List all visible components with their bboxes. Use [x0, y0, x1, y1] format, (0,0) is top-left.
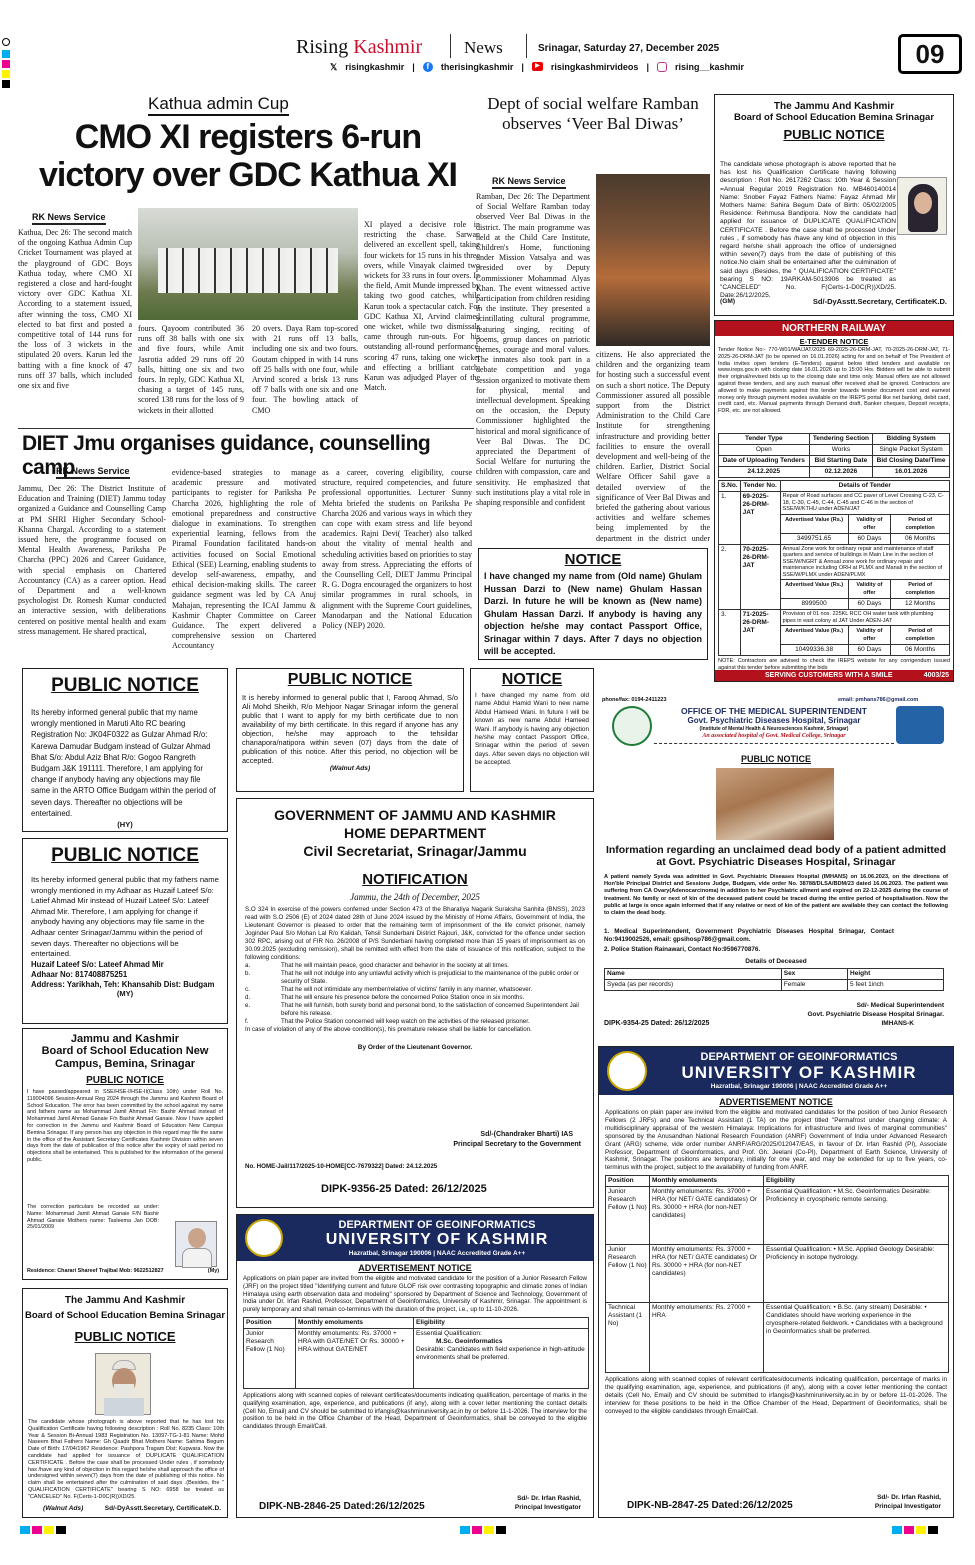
- td: 3499751.65: [780, 533, 848, 544]
- th: Validity of offer: [848, 514, 891, 533]
- brand-rising: Rising: [296, 36, 349, 58]
- notice-heading: NOTICE: [501, 671, 563, 688]
- pn-code: (Walnut Ads): [329, 765, 371, 772]
- railway-code: 4003/25: [923, 672, 949, 679]
- imhans-title3: (Institute of Mental Health & Neurosciences Kashmir, Srinagar): [699, 726, 849, 732]
- bose-new-campus-notice: [22, 1028, 228, 1280]
- bose-heading: PUBLIC NOTICE: [86, 1075, 164, 1086]
- imhans-sign1: Sd/- Medical Superintendent: [856, 1002, 944, 1009]
- td: Monthly emoluments: Rs. 37000 + HRA (for NET/ GATE candidates) Or Rs. 30000 + HRA (for non-NET candidates): [650, 1245, 764, 1303]
- bose-code: (My): [207, 1267, 219, 1274]
- bose-sign: Sd/-DyAsstt.Secretary, CertificateK.D.: [104, 1504, 221, 1512]
- bose-heading: PUBLIC NOTICE: [74, 1329, 176, 1344]
- geoinformatics-advert-2: [598, 1046, 954, 1518]
- cond-key: c.: [245, 986, 250, 993]
- home-date: Jammu, the 24th of December, 2025: [350, 892, 480, 902]
- railway-footer: SERVING CUSTOMERS WITH A SMILE: [765, 672, 893, 679]
- bose-title2: Board of School Education Bemina Srinagar: [733, 112, 935, 123]
- cond-key: b.: [245, 970, 251, 977]
- th: Tender Type: [719, 434, 810, 445]
- welfare-col1: Ramban, Dec 26: The Department of Social Welfare Ramban today observed Veer Bal Diwas in the district. The main programme was held at the Child Care Institute, Children's Home, functioning under Mission Vatsalya and was presided over by Deputy Commissioner Mohammad Alyas Khan. The event witnessed active participation from children residing in the institute. They presented a scintillating cultural programme, featuring singing, reciting of poems, group dances on patriotic themes, courage and moral values. The inmates also took part in a debate competition and yoga session organized to motivate them for physical, mental and intellectual development. Speaking on the occasion, the Deputy Commissioner highlighted the historical and moral significance of Veer Bal Diwas. The DC appreciated the Department of Social Welfare for nurturing the children with compassion, care and sensitivity. He emphasized that such institutions play a vital role in shaping responsible and confident: [476, 192, 590, 508]
- geo-sign1: Sd/- Dr. Irfan Rashid,: [877, 1493, 941, 1501]
- public-notice-farooq: [236, 668, 464, 792]
- td: 24.12.2025: [719, 467, 810, 478]
- pn-body: It is hereby informed to general public that I, Farooq Ahmad, S/o Ali Mohd Sheikh, R/o Mehjoor Nagar Srinagar inform the general public that I want to apply for my birth certificate due to non availability of my birth certificate. In this regard if anyone has any objection, he/she may approach to the tehsildar chanapora/natipora within seven (07) days from the date of publication of this notice. After this period, no objection will be accepted.: [242, 693, 458, 765]
- geo-sign2: Principal Investigator: [874, 1502, 941, 1510]
- notice-heading: NOTICE: [564, 551, 622, 568]
- td: Monthly emoluments: Rs. 37000 + HRA (for NET/ GATE candidates) Or Rs. 30000 + HRA (for non-NET candidates): [650, 1187, 764, 1245]
- geo-heading: ADVERTISEMENT NOTICE: [358, 1263, 472, 1273]
- cricket-kicker: Kathua admin Cup: [148, 94, 289, 116]
- page-number: 09: [898, 34, 962, 74]
- elig-item: M.Sc. Geoinformatics: [436, 1337, 503, 1345]
- td: Essential Qualification: • M.Sc. Geoinformatics Desirable: Proficiency in cryospheric remote sensing.: [764, 1187, 949, 1245]
- bose-body: The candidate whose photograph is above reported that he has lost his Qualification Certificate having following description : Roll No. 8235 Class: 10th Year & Session Bi-Annual 1983 Registration No. 13097-TG-1-81 Name: Mohd Naseem Bhat Fathers Name: Gh Qaadir Bhat Mothers Name: Sahima Begum Date of Birth: 17/04/1967 Residence: Pashpora Tragam Dist: Kupwara. Now the candidate had applied for issuance of DUPLICATE QUALIFICATION CERTIFICATE . Before the case shall be processed Under rules , if somebody has /have any kind of objection in this regard he/she shall approach the office of undersigned within seven(7) days from the date of publishing of this notice. No claim shall be entertained after the culmination of said days .(Besides, the " QUALIFICATION CERTIFICATE" bearing S NO: 6958 be treated as "CANCELED" No. F(Certs-1-D0C(R))XD/25.: [28, 1419, 224, 1500]
- student-photo: [175, 1221, 217, 1267]
- td: 16.01.2026: [873, 467, 950, 478]
- td: Technical Assistant (1 No): [606, 1303, 650, 1373]
- color-registration-bar-right: [892, 1526, 952, 1536]
- geo-heading: ADVERTISEMENT NOTICE: [719, 1097, 833, 1107]
- social-welfare-story: [476, 92, 710, 542]
- home-order: By Order of the Lieutenant Governor.: [357, 1044, 473, 1051]
- diet-col3: as a career, covering eligibility, course structure, required competencies, and future professional opportunities. Lecturer Sunny Mehta briefed the students on Pariksha Pe Charcha 2026 and various ways in which they can cope with exam stress and life beyond academics. Rajni Devi( Teacher) also talked about the vitality of mental health and scheduling activities based on priorities to stay away from stress. Appreciating the efforts of the Counselling Cell, DIET Jammu Principal R. G. Dogra encouraged the organizers to host similar programmes in rural schools, in alignment with the Supreme Court guidelines, Manodarpan and the National Education Policy (NEP) 2020.: [322, 468, 472, 631]
- instagram-icon: [657, 62, 667, 72]
- home-tail: In case of violation of any of the above condition(s), his premature release shall be liable for cancellation.: [245, 1026, 532, 1033]
- th: Name: [605, 969, 782, 980]
- x-icon: 𝕏: [330, 62, 338, 72]
- td: 71-2025-26-DRM-JAT: [740, 610, 780, 656]
- cond-key: f.: [245, 1018, 249, 1025]
- th: S.No.: [719, 481, 741, 492]
- cricket-col1: Kathua, Dec 26: The second match of the ongoing Kathua Admin Cup Cricket Tournament was played at the playground of GDC Boys Kathua today, where CMO XI registered a close and hard-fought victory over GDC Kathua XI. According to a statement issued, after winning the toss, CMO XI elected to bat first and posted a competitive total of 144 runs for the loss of 3 wickets in the stipulated 20 overs. Karun led the batting with a fine knock of 47 runs off 37 balls, which included one six and five: [18, 228, 132, 391]
- pn-heading: PUBLIC NOTICE: [51, 845, 199, 866]
- railway-banner: NORTHERN RAILWAY: [715, 321, 953, 336]
- th: Validity of offer: [848, 580, 891, 599]
- bose-body: I have passed/appeared in SSE/HSE-I/HSE-II(Class 10th) under Roll No. 119004096 Session-Annual Reg 2024 through the Jammu and Kashmir Board of School Education. The error has been committed by the school against my name and fathers name as Mohammad Jamil Ahmad F/n: Bashir Ahmad instead of Mohammad Jamil Ahmad Ganaie F/n Bashir Ahmad Ganaie. Now I have applied for correction in the Jammu and Kashmir Board of Education New Campus Bemina Srinagar. If any person has any objection in this regard may file the same in the office of the Assistant Secretary Certificates Kashmir Division within seven days from the date of publication of this notice after the expiry of said period no objections shall be entertained. This is published for the information of the general public.: [27, 1089, 223, 1163]
- td: Monthly emoluments: Rs. 37000 + HRA with GATE/NET Or Rs. 30000 + HRA without GATE/NET: [296, 1328, 414, 1388]
- cricket-story: [18, 92, 480, 422]
- youtube-icon: ▶: [532, 62, 543, 71]
- geoinformatics-advert-1: [236, 1214, 594, 1518]
- imhans-body: A patient namely Syeda was admitted in Govt. Psychiatric Diseases Hospital (IMHANS) on 16.06.2023, on the directions of Hon'ble Principal District and Sessions Judge, Budgam, vide order No. 38788/DLSA/BDM/23 dated 16.06.2023. The patient was suffering from CA Ovary(Adenocarcinoma) in addition to her Psychiatric ailment and expired on 22-12-2025 during the course of treatment. No family or next of kin of the deceased patient could be traced during the entire period of hospitalisation. Now the public at large is once again informed that if any relative or next of kin of the patient are available they can contact the following to claim the dead body.: [604, 874, 948, 917]
- td: Monthly emoluments: Rs. 27000 + HRA: [650, 1303, 764, 1373]
- pn-name: Huzaif Lateef S/o: Lateef Ahmad Mir: [31, 959, 164, 969]
- geo-uni: UNIVERSITY OF KASHMIR: [681, 1063, 917, 1082]
- th: Height: [848, 969, 944, 980]
- diet-story: [18, 428, 474, 660]
- th: Validity of offer: [848, 626, 891, 645]
- td: Junior Research Fellow (1 No): [244, 1328, 296, 1388]
- social-youtube-handle: risingkashmirvideos: [550, 62, 639, 72]
- bose-title1: The Jammu And Kashmir: [64, 1295, 186, 1306]
- dateline: Srinagar, Saturday 27, December 2025: [538, 43, 720, 54]
- imhans-contact2: 2. Police Station Rainawari, Contact No:9596770876.: [604, 946, 761, 953]
- bose-code: (GM): [720, 298, 736, 305]
- notice-name-change-abdul: [470, 668, 594, 792]
- bose-title2: Board of School Education New Campus, Bemina, Srinagar: [41, 1045, 209, 1070]
- bose-corrections: The correction particulars be recorded as under: Name: Mohammad Jamil Ahmad Ganaie F/N Bashir Ahmad Ganaie Mothers name: Tasleema Jan DOB: 25/01/2009: [27, 1204, 159, 1231]
- cricket-byline: RK News Service: [32, 212, 106, 225]
- geo-addr: Hazratbal, Srinagar 190006 | NAAC Accredited Grade A++: [710, 1083, 888, 1090]
- td: Annual Zone work for ordinary repair and maintenance of staff quarters and service of buildings in Main Line in the section of SSE/W/NGRT & Annual zone work for ordinary repair and maintenance including ORH at PLMX and Manali in the section of SSE/W/PLMX under ADEN/PLMX: [780, 544, 949, 580]
- td: 1.: [719, 492, 741, 545]
- td: Single Packet System: [873, 445, 950, 456]
- geo-body: Applications on plain paper are invited from the eligible and motivated candidate for the position of a Junior Research Fellow (JRF) on the project titled "Identifying current and future GLOF risk over contrasting topographic and climatic zones of Indian Himalaya using earth observation data and modeling" sponsored by Department of Science and Technology, Government of India under Dr. Irfan Rashid, Professor, Department of Geoinformatics, University of Kashmir, Srinagar. The appointment is purely temporary and shall remain co-terminus with the duration of the project, i.e., up to 11-10-2026.: [243, 1275, 587, 1314]
- imhans-email: email: pmhans786@gmail.com: [838, 697, 919, 703]
- th: Period of completion: [891, 626, 950, 645]
- candidate-photo: [897, 177, 947, 235]
- diet-headline: DIET Jmu organises guidance, counselling camp: [22, 432, 431, 479]
- bose-notice-naseem: [22, 1288, 228, 1518]
- th: Tender No.: [740, 481, 780, 492]
- home-dipk: DIPK-9356-25 Dated: 26/12/2025: [321, 1183, 487, 1195]
- elig-heading: Essential Qualification:: [416, 1329, 482, 1337]
- public-notice-gulzar: [22, 668, 228, 832]
- university-logo-icon: [245, 1219, 283, 1257]
- td: 06 Months: [891, 645, 950, 656]
- imhans-contact1: 1. Medical Superintendent, Government Psychiatric Diseases Hospital Srinagar, Contact No:9419002526, email: gpsihosp786@gmail.com.: [604, 928, 894, 943]
- td: Repair of Road surfaces and CC paver of Level Crossing C-23, C-18, C-30, C-45, C-44, C-45 and C-46 in the section of SSE/W/KTHU under ADEN/JAT: [780, 492, 949, 515]
- bose-notice-snober: [714, 94, 954, 316]
- bose-sign: Sd/-DyAsstt.Secretary, CertificateK.D.: [812, 297, 947, 306]
- td: 5 feet 1inch: [848, 980, 944, 991]
- td: 8999500: [780, 599, 848, 610]
- td: Female: [781, 980, 847, 991]
- cond-key: a.: [245, 962, 251, 969]
- social-instagram-handle: rising__kashmir: [674, 62, 745, 72]
- th: Period of completion: [891, 514, 950, 533]
- imhans-tag: An associated hospital of Govt. Medical College, Srinagar: [702, 733, 846, 739]
- td: Essential Qualification: • B.Sc. (any stream) Desirable: • Candidates should have working experience in the cryosphere-related fieldwork. • Candidates with a background in Geoinformatics shall be preferred.: [764, 1303, 949, 1373]
- geo-table: [605, 1175, 949, 1373]
- deceased-photo: [716, 768, 834, 840]
- notice-body: I have changed my name from (Old name) Ghulam Hussan Darzi to (New name) Ghulam Hassan Darzi. In future he will be known as (New name) Ghulam Hassan Darzi. If anybody is having any objection he/she may contact Passport Office, Srinagar within 7 days. After 7 days no objection will be accepted.: [484, 571, 702, 656]
- pn-code: (HY): [117, 820, 133, 830]
- cond-val: That he will not intimidate any member/relative of victims' family in any manner, whatsoever.: [281, 986, 533, 993]
- cond-key: d.: [245, 994, 251, 1001]
- welfare-event-photo: [596, 174, 710, 346]
- diet-byline: RK News Service: [56, 466, 130, 479]
- td: 12 Months: [891, 599, 950, 610]
- railway-table2: [718, 480, 950, 656]
- imhans-table-title: Details of Deceased: [745, 958, 807, 965]
- elig-desirable: Desirable: Candidates with field experience in high-altitude environments shall be preferred.: [416, 1345, 585, 1361]
- pn-body: Its hereby informed general public that my name wrongly mentioned in Maruti Alto RC bearing Registration No: JK04F0322 as Gulzar Ahmad R/o: Karewa Damudar Budgam instead of Gulzar Ahmad Bhat S/o: Abdul Aziz Bhat R/o: Gogoo Rangreth Budgam J&K 191111. Therefore, I am applying for change if anybody having any objections may file same in the ARTO Office Budgam within the period of seven days. Thereafter no objections will be entertained.: [31, 708, 216, 818]
- geo-body: Applications on plain paper are invited from the eligible and motivated candidates for the position of two Junior Research Fellows (2 JRFs) and one Technical Assistant (1 TA) on the project titled "Permafrost under changing climate: A multidisciplinary appraisal of the western Himalaya: Implications for infrastructure and lives of marginal communities" sponsored by the Anusandhan National Research Foundation (ANRF) Government of India under Advanced Research Grant (ARG) scheme, vide order number ANRF/ARG/2025/012047/EAS, in favour of Dr. Irfan Rashid (PI), Associate Professor, Department of Geoinformatics, and Prof. Gh. Jeelani (Co-PI), Department of Earth Science, University of Kashmir, Srinagar. The positions are temporary, initially for one year, and may be extended for up to five years, co-terminus with the project, subject to the availability of funding from ANRF.: [605, 1109, 947, 1172]
- welfare-headline: Dept of social welfare Ramban observes ‘Veer Bal Diwas’: [487, 94, 699, 133]
- geo-footer: Applications along with scanned copies of relevant certificates/documents indicating qualification, percentage of marks in the qualifying examination, age, experience, and publications (if any), along with a cover letter mentioning the contact details (Cell No, Email) and CV should be submitted to irfangis@kashmiruniversity.ac.in by or before 11-1-2026. The interview for the position to be held in the Office Chamber of the Head, Department of Geoinformatics, shall be conveyed to the eligible candidates through Email/Call.: [243, 1391, 587, 1431]
- td: 70-2025-26-DRM-JAT: [740, 544, 780, 610]
- bose-title2: Board of School Education Bemina Srinagar: [24, 1310, 226, 1321]
- pn-heading: PUBLIC NOTICE: [287, 671, 413, 688]
- cond-val: That he will not indulge into any unlawful activity which is prejudicial to the maintenance of the public order or security of State.: [281, 970, 579, 985]
- bose-title1: The Jammu And Kashmir: [773, 101, 895, 112]
- home-sign2: Principal Secretary to the Government: [453, 1141, 581, 1148]
- th: Date of Uploading Tenders: [719, 456, 810, 467]
- td: 69-2025-26-DRM-JAT: [740, 492, 780, 545]
- td: 60 Days: [848, 645, 891, 656]
- imhans-title2: Govt. Psychiatric Diseases Hospital, Srinagar: [687, 716, 861, 725]
- bose-heading: PUBLIC NOTICE: [783, 127, 885, 142]
- td: 06 Months: [891, 533, 950, 544]
- th: Bidding System: [873, 434, 950, 445]
- th: Position: [244, 1317, 296, 1328]
- th: Position: [606, 1176, 650, 1187]
- cricket-col3: 20 overs. Daya Ram top-scored with 21 runs off 13 balls, including one six and two fours. Goutam chipped in with 14 runs off 25 balls with one four, while Arvind scored a brisk 13 runs off 7 balls with one six and one four. The bowling attack of CMO: [252, 324, 358, 415]
- geo-footer: Applications along with scanned copies of relevant certificates/documents indicating qualification, percentage of marks in the qualifying examination, age, experience, and publications (if any), along with a cover letter mentioning the contact details (Cell No, Email) and CV should be submitted to irfangis@kashmiruniversity.ac.in by or before 11-01-2026. The interview for these positions to be held in the Office Chamber of the Head, Department of Geoinformatics, shall be conveyed to the eligible candidates through Email/Call.: [605, 1376, 947, 1415]
- hospital-logo-icon: [612, 706, 652, 746]
- imhans-title: OFFICE OF THE MEDICAL SUPERINTENDENT: [681, 706, 867, 716]
- geo-table: [243, 1317, 589, 1389]
- td: 10499336.38: [780, 645, 848, 656]
- imhans-code: IMHANS-K: [881, 1020, 914, 1027]
- pn-body: Its hereby informed general public that my fathers name wrongly mentioned in my Adhaar as Huzaif Lateef S/o: Latief Ahmad Mir instead of Huzaif Lateef S/o: Lateef Ahmad Mir. Therefore, I am applying for change if anybody having any objections may file same in the Adhaar center Srinagar/Jammu within the period of seven days. Thereafter no objections will be entertained.: [31, 875, 219, 959]
- home-body: S.O 324 In exercise of the powers conferred under Section 473 of the Bharatiya Nagarik Suraksha Sanhita (BNSS), 2023 read with S.O 2506 (E) of 2024 dated 28th of June 2024 issued by the Ministry of Home Affairs, Government of India, the Lieutenant Governor is pleased to order that the remaining term of imprisonment of the life convict prisoner, namely Joginder Paul S/o Mohan Lal R/o Kalidah, Tehsil Sunderbani District Rajouri, J&K, convicted for the offence under section 302 RPC, arising out of FIR No. 26/2008 of P/S Sunderbani having completed more than 15 years of imprisonment as on 30.09.2025 (excluding remission), shall be remitted with effect from the date of issuance of this notification, subject to the following conditions:: [245, 906, 585, 961]
- home-conditions: [237, 962, 593, 1026]
- candidate-photo: [95, 1353, 151, 1415]
- diet-col1: Jammu, Dec 26: The District Institute of Education and Training (DIET) Jammu today organized a Guidance and Counselling Camp at PM SHRI Higher Secondary School- Khanna Chargal. According to a statement issued here, the programme focused on Mental Health Awareness, Pariksha Pe Charcha (PPC) 2026 and Career Guidance, with special emphasis on Chartered Accountancy (CA) as a career option. Head of Department and a well-known psychologist Dr. Romesh Kumar conducted an interactive session, with deliberations centered on positive mental health and exam stress management. He shared practical,: [18, 484, 166, 636]
- welfare-byline: RK News Service: [492, 176, 566, 189]
- bose-residence: Residence: Charari Shareef Trajibal Mob: 9622512827: [27, 1267, 164, 1274]
- geo-dipk: DIPK-NB-2846-25 Dated:26/12/2025: [259, 1501, 425, 1512]
- geo-dept: DEPARTMENT OF GEOINFORMATICS: [338, 1219, 536, 1231]
- th: Period of completion: [891, 580, 950, 599]
- pn-adhaar: Adhaar No: 817408875251: [31, 969, 128, 979]
- railway-tender: [714, 320, 954, 682]
- social-facebook-handle: therisingkashmir: [440, 62, 514, 72]
- railway-note: NOTE: Contractors are advised to check the IREPS website for any corrigendum issued against this tender before submitting the bids: [718, 658, 950, 671]
- notice-name-change-hussan: [478, 548, 708, 660]
- pn-code: (MY): [116, 988, 134, 998]
- td: 60 Days: [848, 533, 891, 544]
- pn-heading: PUBLIC NOTICE: [51, 675, 199, 696]
- th: Tendering Section: [809, 434, 873, 445]
- geo-sign2: Principal Investigator: [514, 1503, 581, 1511]
- deceased-table: [604, 968, 944, 991]
- th: Advertised Value (Rs.): [780, 580, 848, 599]
- notice-body: I have changed my name from old name Abdul Hamid Wani to new name Abdul Hameed Wani. In future I will be known as new name Abdul Hameed Wani. If anybody is having any objection he/she may contact Passport Office, Srinagar within the period of seven days. After seven days no objection will be accepted.: [475, 692, 589, 767]
- cricket-headline: CMO XI registers 6-run victory over GDC Kathua XI: [38, 118, 457, 194]
- social-x-handle: risingkashmir: [345, 62, 405, 72]
- geo-header: [599, 1047, 953, 1095]
- td: Open: [719, 445, 810, 456]
- pn-address: Address: Yarikhah, Teh: Khansahib Dist: Budgam: [31, 979, 215, 989]
- th: Advertised Value (Rs.): [780, 626, 848, 645]
- th: Bid Closing Date/Time: [873, 456, 950, 467]
- masthead: Rising Kashmir News Srinagar, Saturday 27, December 2025 09 𝕏 risingkashmir | f therisingkashmir | ▶ risingkashmirvideos | rising__kashmir: [290, 34, 970, 84]
- th: Eligibility: [764, 1176, 949, 1187]
- imhans-heading: PUBLIC NOTICE: [740, 754, 811, 764]
- cond-val: That the Police Station concerned will keep watch on the activities of the released prisoner.: [281, 1018, 530, 1025]
- geo-dept: DEPARTMENT OF GEOINFORMATICS: [700, 1051, 898, 1063]
- th: Advertised Value (Rs.): [780, 514, 848, 533]
- bose-body: The candidate whose photograph is above reported that he has lost his Qualification Certificate having following description : Roll No. 2617262 Class: 10th Year & Session =Annual Regular 2019 Registration No. MB460140014 Name: Snober Fayaz Fathers Name: Fayaz Ahmad Mir Mothers Name: Sahira Begum Date of Birth: 05/02/2005 Residence: Rehmusa Bandipora. Now the candidate had applied for issuance of DUPLICATE QUALIFICATION CERTIFICATE . Before the case shall be processed Under rules , if somebody has /have any kind of objection in this regard he/she shall approach the office of undersigned within seven(7) days from the date of publishing of this notice.No claim shall be entertained after the culmination of said days .(Besides, the " QUALIFICATION CERTIFICATE" bearing S NO: 19ARKAM-5013906 be treated as "CANCELED" No. F(Certs-1-D0C(R))XD/25. Date:26/12/2025.: [720, 161, 896, 300]
- university-logo-icon: [607, 1051, 647, 1091]
- td: Syeda (as per records): [605, 980, 782, 991]
- cricket-col4: XI played a decisive role in restricting the chase. Sarwan delivered an excellent spell, taking four wickets for 15 runs in his three overs, while Vinayak claimed two wickets for 33 runs in four overs. In the field, Amit Munde impressed by taking two good catches, while Karun took a spectacular catch. For GDC Kathua XI, Arvind claimed one wicket, while two dismissals came through run-outs. For his outstanding all-round performance, scoring 47 runs, taking one wicket and effecting a brilliant catch, Karun was adjudged Player of the Match.: [364, 220, 480, 393]
- color-registration-bar-center: [460, 1526, 520, 1536]
- imhans-logo-icon: [896, 706, 944, 744]
- td: Essential Qualification: • M.Sc. Applied Geology Desirable: Proficiency in isotope hydrology.: [764, 1245, 949, 1303]
- diet-col2: evidence-based strategies to manage academic pressure and motivated participants to register for Pariksha Pe Charcha 2026, highlighting the role of emotional preparedness and constructive dialogue in examinations. To strengthen experiential learning, fellows from the Piramal Foundation facilitated hands-on activities focused on Social Emotional Ethical (SEE) Learning, enabling students to develop self-awareness, empathy, and ethical decision-making skills. The career guidance segment was led by CA Anuj Mahajan, representing the ICAI Jammu & Kashmir Chapter Committee on Career Guidance. The expert delivered a comprehensive session on Chartered Accountancy: [172, 468, 316, 651]
- public-notice-huzaif: [22, 838, 228, 1024]
- td: 60 Days: [848, 599, 891, 610]
- railway-table1: [718, 433, 950, 478]
- welfare-col2: citizens. He also appreciated the children and the organizing team for hosting such a successful event on such a short notice. The Deputy Commissioner assured all possible support from the District Administration to the Child Care Institute for strengthening infrastructure and providing better facilities to ensure the overall development and well-being of the children. Earlier, District Social Welfare Officer Sahil gave a detailed overview of the significance of Veer Bal Diwas and briefed the gathering about various activities and welfare schemes being implemented by the department in the district under: [596, 350, 710, 542]
- section-title: News: [464, 38, 503, 57]
- bose-title1: Jammu and Kashmir: [70, 1033, 180, 1045]
- color-registration-bar-left: [20, 1526, 80, 1536]
- home-title3: Civil Secretariat, Srinagar/Jammu: [303, 843, 527, 859]
- home-dept-notification: [236, 798, 594, 1208]
- geo-uni: UNIVERSITY OF KASHMIR: [325, 1231, 549, 1248]
- imhans-dipk: DIPK-9354-25 Dated: 26/12/2025: [604, 1020, 710, 1027]
- th: Eligibility: [414, 1317, 589, 1328]
- th: Bid Starting Date: [809, 456, 873, 467]
- railway-body: Tender Notice No:- 770-W01/WA/JAT/2025 69-2025-26-DRM-JAT, 70-2025-26-DRM-JAT, 71-2025-26-DRM-JAT (to be opened on 16.01.2026) acting for and on behalf of The President of India invites open tenders (E-Tenders) against below titled tenders and available on www.ireps.gov.in with closing date 16.01.2026 up to 15:00 Hrs. Bidders will be able to submit their original/revised bids up to the closing date and time only. Manual offers are not allowed against these tenders, and any such manual offer received shall be ignored. Contractors are allowed to make payments against this tender towards tender document cost and earnest money only through payment modes available on the IREPS portal like net banking, debit card, credit card, etc. Manual payments through Demand draft, Banker cheques, Deposit receipts, FDR, etc. are not allowed.: [718, 347, 950, 415]
- imhans-public-notice: [598, 696, 954, 1042]
- facebook-icon: f: [423, 62, 433, 72]
- td: Works: [809, 445, 873, 456]
- cricket-col2: fours. Qayoom contributed 36 runs off 38 balls with one six and five fours, while Amit Jasrotia added 29 runs off 20 balls, hitting one six and two fours. In reply, GDC Kathua XI, chasing a target of 145 runs, scored 138 runs for the loss of 9 wickets in their allotted: [138, 324, 244, 415]
- geo-dipk: DIPK-NB-2847-25 Dated:26/12/2025: [627, 1500, 793, 1511]
- geo-sign1: Sd/- Dr. Irfan Rashid,: [517, 1494, 581, 1502]
- home-title2: HOME DEPARTMENT: [343, 825, 487, 841]
- td: Provision of 01 nos. 225KL RCC OH water tank with plumbing pipes in east colony at JAT Under ADEN-JAT: [780, 610, 949, 626]
- td: Junior Research Fellow (1 No): [606, 1187, 650, 1245]
- td: [414, 1328, 589, 1388]
- cond-val: That he will ensure his presence before the concerned Police Station once in six months.: [281, 994, 525, 1001]
- railway-sub: E-TENDER NOTICE: [799, 337, 869, 346]
- td: Junior Research Fellow (1 No): [606, 1245, 650, 1303]
- cond-val: That he will furnish, both surety bond and personal bond, to the satisfaction of concerned Superintendent Jail before his release.: [281, 1002, 579, 1017]
- imhans-sub: Information regarding an unclaimed dead body of a patient admitted at Govt. Psychiatric Diseases Hospital, Srinagar: [605, 844, 947, 868]
- home-heading: NOTIFICATION: [362, 871, 468, 888]
- th: Sex: [781, 969, 847, 980]
- td: 02.12.2026: [809, 467, 873, 478]
- home-sign1: Sd/-(Chandraker Bharti) IAS: [480, 1131, 573, 1138]
- th: Monthly emoluments: [650, 1176, 764, 1187]
- geo-addr: Hazratbal, Srinagar 190006 | NAAC Accredited Grade A++: [348, 1250, 526, 1257]
- geo-header: [237, 1215, 593, 1261]
- imhans-sign2: Govt. Psychiatric Disease Hospital Srinagar.: [807, 1011, 944, 1018]
- cricket-team-photo: [138, 208, 358, 320]
- td: 3.: [719, 610, 741, 656]
- registration-marks-left: [2, 38, 12, 118]
- imhans-phone: phone/fax: 0194-2411223: [602, 697, 667, 703]
- bose-code: (Walnut Ads): [43, 1504, 84, 1512]
- brand-kashmir: Kashmir: [353, 36, 423, 58]
- cond-key: e.: [245, 1002, 251, 1009]
- th: Monthly emoluments: [296, 1317, 414, 1328]
- home-ref: No. HOME-Jail/117/2025-10-HOME[CC-7679322] Dated: 24.12.2025: [245, 1163, 438, 1170]
- td: 2.: [719, 544, 741, 610]
- th: Details of Tender: [780, 481, 949, 492]
- cond-val: That he will maintain peace, good character and behavior in the society at all times.: [281, 962, 510, 969]
- home-title1: GOVERNMENT OF JAMMU AND KASHMIR: [274, 807, 556, 823]
